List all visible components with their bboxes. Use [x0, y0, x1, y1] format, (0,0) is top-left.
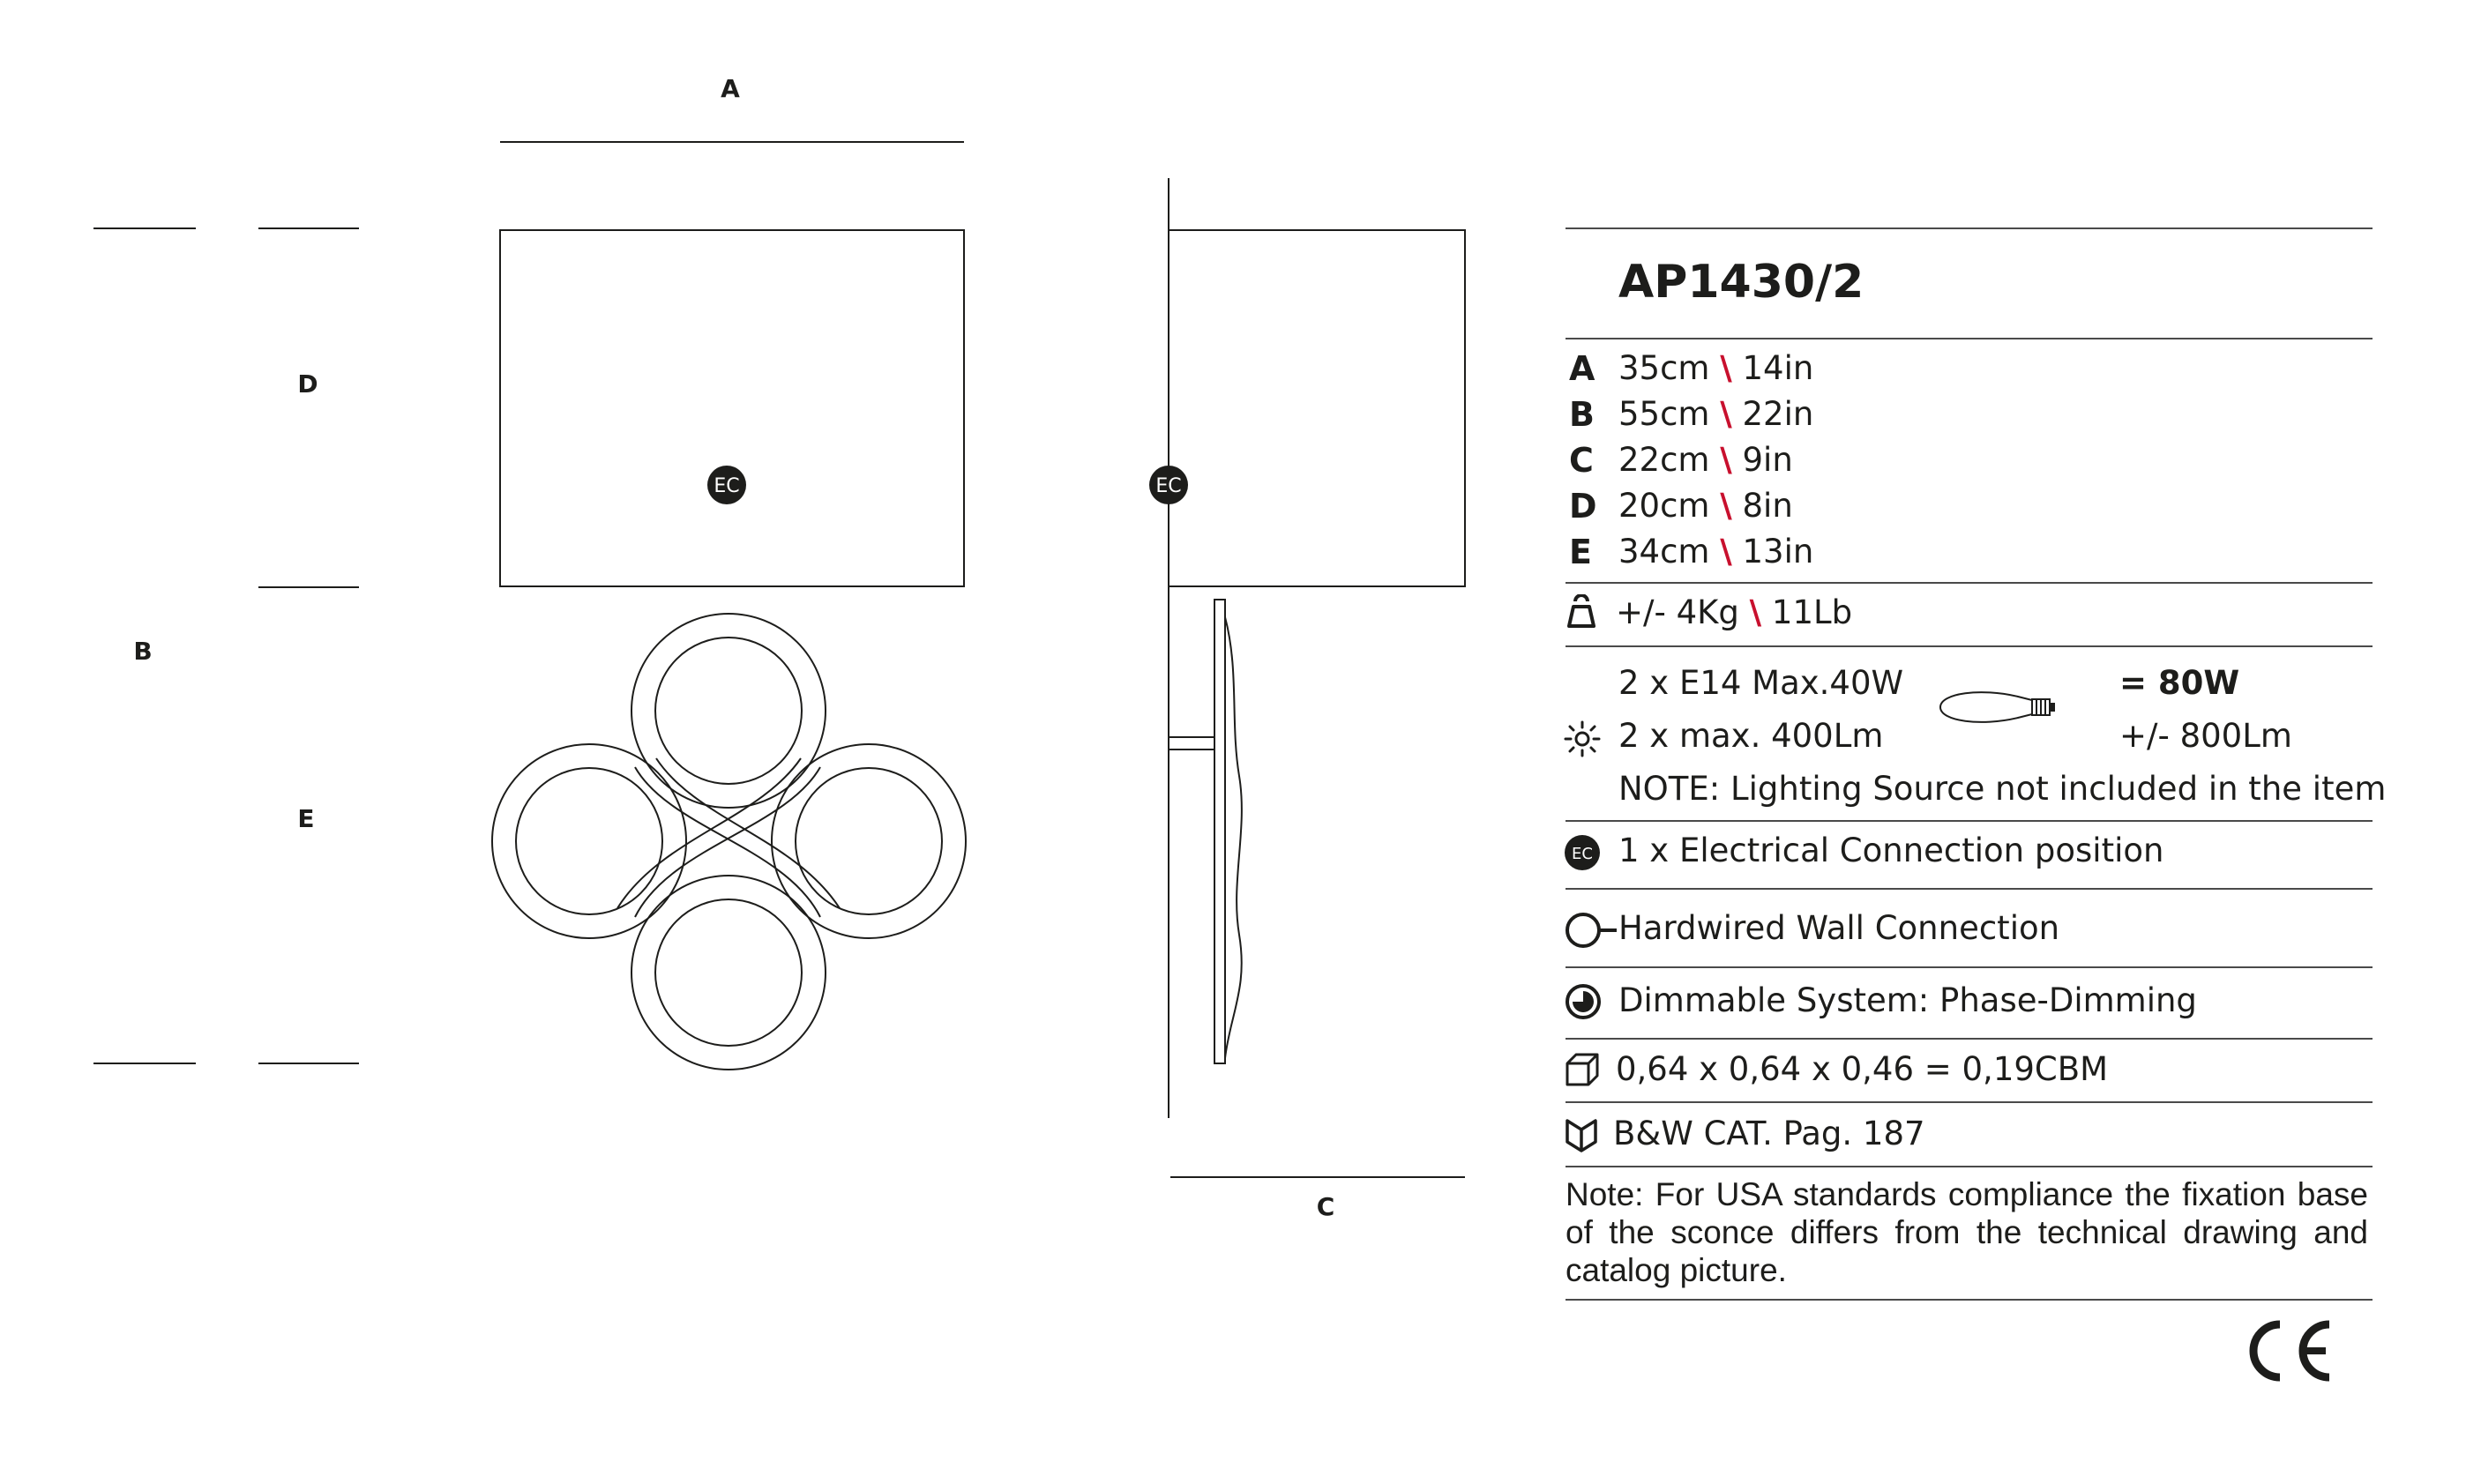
dim-label-c: C — [1316, 1192, 1335, 1221]
hardwired-icon — [1564, 911, 1617, 950]
divider — [1566, 582, 2373, 584]
divider — [1566, 645, 2373, 647]
bulb-spec: 2 x E14 Max.40W — [1618, 664, 1904, 702]
dimming-icon — [1564, 982, 1603, 1021]
wall-connection-text: Hardwired Wall Connection — [1618, 909, 2060, 947]
lighting-note: NOTE: Lighting Source not included in the item — [1618, 770, 2387, 808]
lumens-spec: 2 x max. 400Lm — [1618, 717, 1884, 755]
front-canopy — [500, 230, 964, 586]
total-lumens: +/- 800Lm — [2119, 717, 2292, 755]
side-profile — [1225, 617, 1242, 1058]
ce-mark — [2246, 1317, 2335, 1384]
dim-label-e: E — [297, 804, 315, 833]
front-clover — [492, 614, 966, 1070]
bulb-icon — [1937, 684, 2059, 730]
catalog-icon — [1564, 1117, 1599, 1152]
dim-label-d: D — [297, 369, 318, 399]
divider — [1566, 1166, 2373, 1167]
svg-text:EC: EC — [714, 475, 740, 497]
usa-compliance-note: Note: For USA standards compliance the fixation base of the sconce differs from the technical drawing and catalog picture. — [1566, 1176, 2368, 1288]
total-power: = 80W — [2119, 664, 2240, 702]
divider — [1566, 227, 2373, 229]
svg-text:EC: EC — [1572, 845, 1593, 863]
divider — [1566, 338, 2373, 339]
weight-text: +/- 4Kg \ 11Lb — [1616, 593, 1853, 631]
ec-icon — [1564, 834, 1601, 871]
svg-text:EC: EC — [1155, 475, 1182, 497]
catalog-text: B&W CAT. Pag. 187 — [1613, 1115, 1925, 1152]
model-title: AP1430/2 — [1618, 256, 1864, 309]
dim-label-b: B — [133, 637, 153, 666]
divider — [1566, 1101, 2373, 1103]
dimming-text: Dimmable System: Phase-Dimming — [1618, 981, 2197, 1019]
dim-label-a: A — [721, 74, 740, 103]
divider — [1566, 888, 2373, 890]
box-icon — [1564, 1051, 1601, 1088]
side-arm — [1169, 737, 1214, 749]
technical-sheet: EC EC A B C D E AP1430/2 A 35cm \ 14in B 55cm \ 22in C 22cm \ 9in D 20cm \ 8in E 34cm \ 13in +/- 4Kg \ 11Lb 2 x E14 Max.40W = 80W 2 x max. 400Lm +/- 800Lm NOTE: Lighting Source not included in the item EC 1 x Electrical Connection position Hardwired Wall Connection Dimmable System: Phase-Dimming 0,64 x 0,64 x 0,46 = 0,19CBM B&W CAT. Pag. 187 Note: For USA standards compliance the fixation base of the sconce differs from the technical drawing and catalog picture. — [0, 0, 2466, 1484]
ec-marker-side — [1149, 466, 1188, 504]
packaging-text: 0,64 x 0,64 x 0,46 = 0,19CBM — [1616, 1050, 2109, 1088]
side-canopy — [1169, 230, 1465, 586]
divider — [1566, 1299, 2373, 1301]
ec-marker-front — [707, 466, 746, 504]
side-body — [1214, 600, 1225, 1063]
electrical-connection-text: 1 x Electrical Connection position — [1618, 831, 2164, 869]
divider — [1566, 966, 2373, 968]
divider — [1566, 820, 2373, 822]
light-icon — [1563, 720, 1602, 758]
divider — [1566, 1038, 2373, 1040]
weight-icon — [1566, 594, 1596, 630]
